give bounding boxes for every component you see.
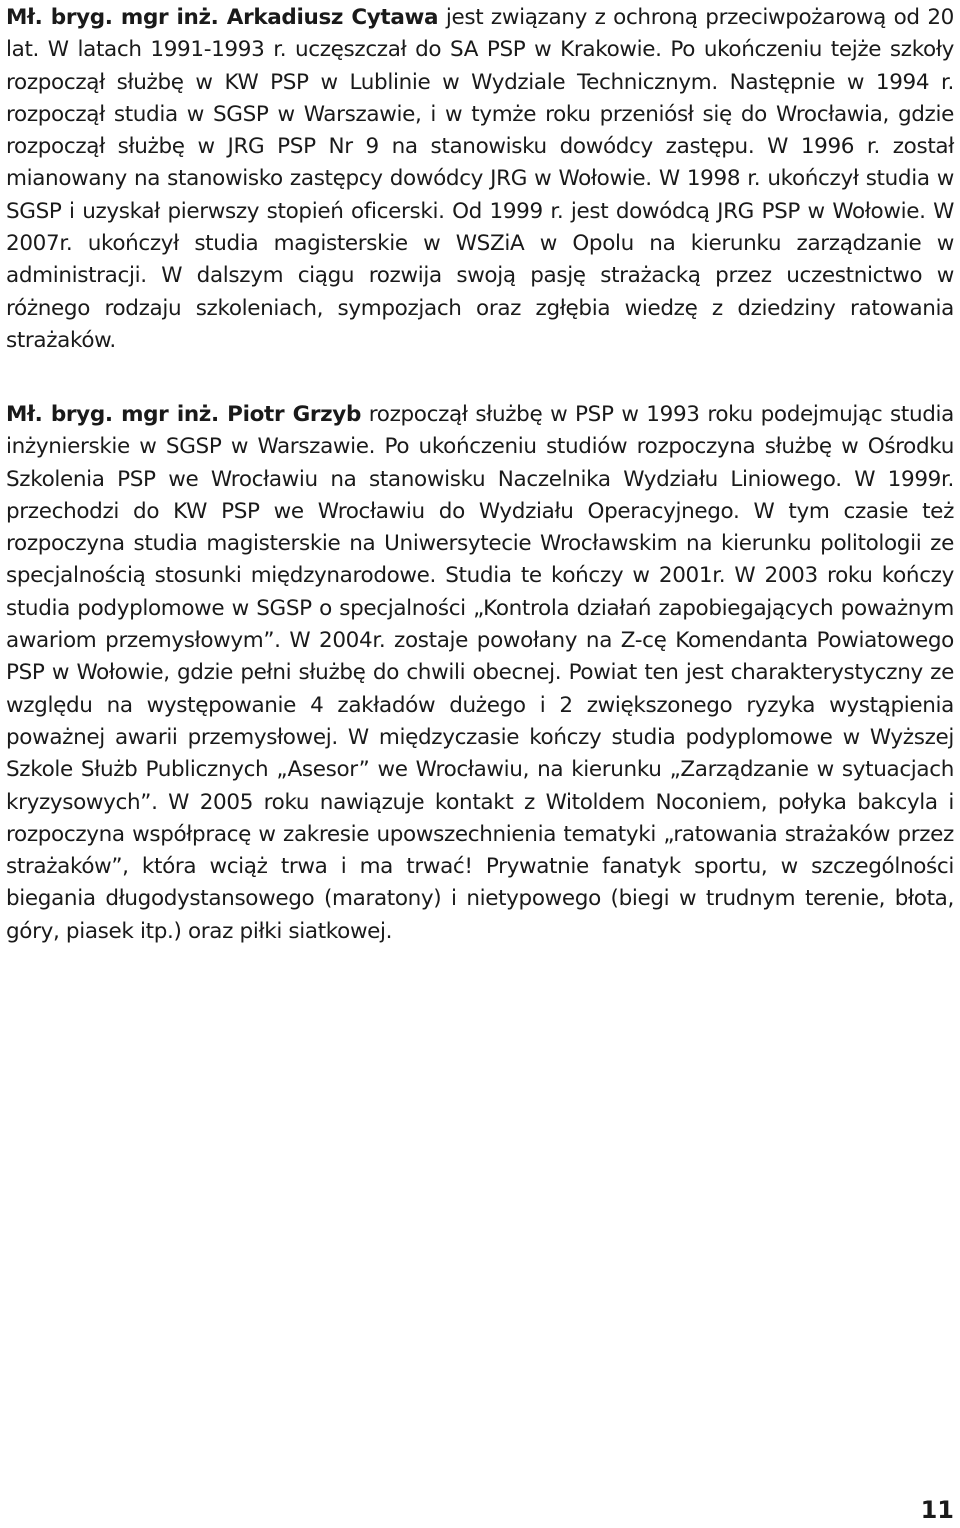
bio-name-grzyb: Mł. bryg. mgr inż. Piotr Grzyb [6,402,362,427]
bio-paragraph-grzyb [6,399,954,948]
bio-text-grzyb: rozpoczął służbę w PSP w 1993 roku podejmując studia inżynierskie w SGSP w Warszawie. Po ukończeniu studiów rozpoczyna służbę w Ośrodku Szkolenia PSP we Wrocławiu na stanowisku Naczelnika Wydziału Liniowego. W 1999r. przechodzi do KW PSP we Wrocławiu do Wydziału Operacyjnego. W tym czasie też rozpoczyna studia magisterskie na Uniwersytecie Wrocławskim na kierunku politologii ze specjalnością stosunki międzynarodowe. Studia te kończy w 2001r. W 2003 roku kończy studia podyplomowe w SGSP o specjalności „Kontrola działań zapobiegających poważnym awariom przemysłowym”. W 2004r. zostaje powołany na Z-cę Komendanta Powiatowego PSP w Wołowie, gdzie pełni służbę do chwili obecnej. Powiat ten jest charakterystyczny ze względu na występowanie 4 zakładów dużego i 2 zwiększonego ryzyka wystąpienia poważnej awarii przemysłowej. W międzyczasie kończy studia podyplomowe w Wyższej Szkole Służb Publicznych „Asesor” we Wrocławiu, na kierunku „Zarządzanie w sytuacjach kryzysowych”. W 2005 roku nawiązuje kontakt z Witoldem Noconiem, połyka bakcyla i rozpoczyna współpracę w zakresie upowszechnienia tematyki „ratowania strażaków przez strażaków”, która wciąż trwa i ma trwać! Prywatnie fanatyk sportu, w szczególności biegania długodystansowego (maratony) i nietypowego (biegi w trudnym terenie, błota, góry, piasek itp.) oraz piłki siatkowej. [6,402,955,944]
bio-text-cytawa: jest związany z ochroną przeciwpożarową od 20 lat. W latach 1991-1993 r. uczęszczał do SA PSP w Krakowie. Po ukończeniu tejże szkoły rozpoczął służbę w KW PSP w Lublinie w Wydziale Technicznym. Następnie w 1994 r. rozpoczął studia w SGSP w Warszawie, i w tymże roku przeniósł się do Wrocławia, gdzie rozpoczął służbę w JRG PSP Nr 9 na stanowisku dowódcy zastępu. W 1996 r. został mianowany na stanowisko zastępcy dowódcy JRG w Wołowie. W 1998 r. ukończył studia w SGSP i uzyskał pierwszy stopień oficerski. Od 1999 r. jest dowódcą JRG PSP w Wołowie. W 2007r. ukończył studia magisterskie w WSZiA w Opolu na kierunku zarządzanie w administracji. W dalszym ciągu rozwija swoją pasję strażacką przez uczestnictwo w różnego rodzaju szkoleniach, sympozjach oraz zgłębia wiedzę z dziedziny ratowania strażaków. [6,5,954,353]
page-number: 11 [920,1496,954,1524]
bio-name-cytawa: Mł. bryg. mgr inż. Arkadiusz Cytawa [6,5,439,30]
bio-paragraph-cytawa [6,2,954,357]
